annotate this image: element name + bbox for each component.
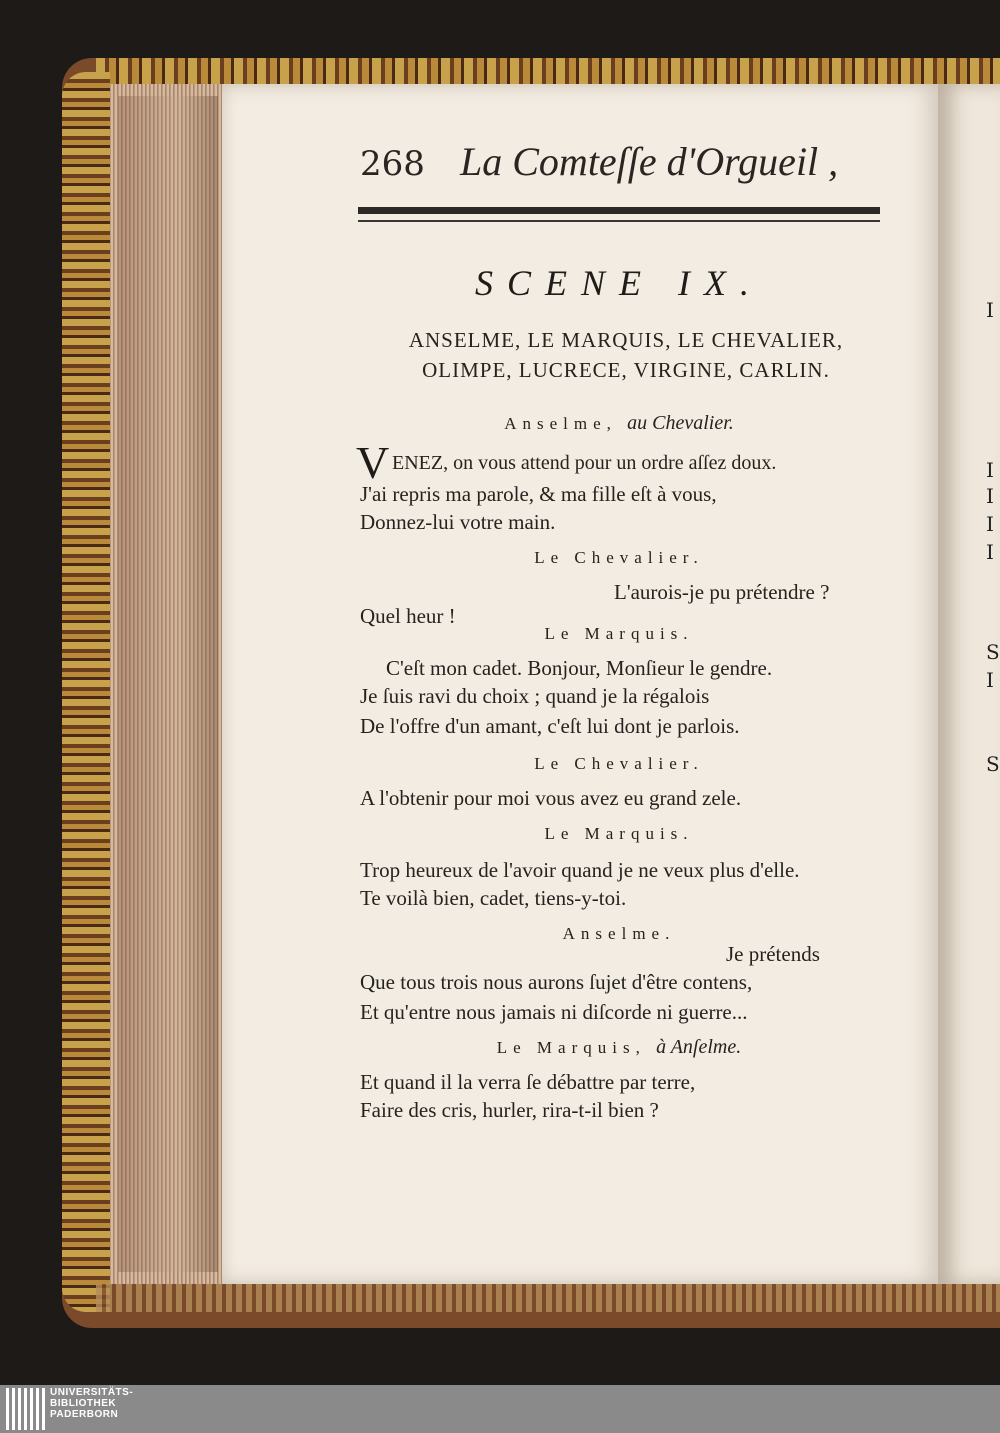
speaker-name: Le Chevalier. xyxy=(534,754,704,773)
right-margin-letter: S xyxy=(986,752,1000,776)
right-margin-letter: I xyxy=(986,298,994,322)
verse-line: Quel heur ! xyxy=(360,604,456,628)
footer-bar xyxy=(0,1385,1000,1433)
cast-line: OLIMPE, LUCRECE, VIRGINE, CARLIN. xyxy=(422,358,830,382)
verse-line: Trop heureux de l'avoir quand je ne veux plus d'elle. xyxy=(360,858,800,882)
speaker-name: Le Chevalier. xyxy=(534,548,704,567)
logo-line: BIBLIOTHEK xyxy=(50,1398,117,1409)
right-margin-letter: S xyxy=(986,640,1000,664)
verse-line: Que tous trois nous aurons ſujet d'être contens, xyxy=(360,970,753,994)
right-margin-letter: I xyxy=(986,512,994,536)
verse-line: De l'offre d'un amant, c'eſt lui dont je parlois. xyxy=(360,714,740,738)
gilt-spine-edge xyxy=(62,72,110,1312)
stage-direction: à Anſelme. xyxy=(656,1036,742,1058)
verse-line: A l'obtenir pour moi vous avez eu grand zele. xyxy=(360,786,742,810)
gilt-top-edge xyxy=(96,58,1000,86)
right-margin-letter: I xyxy=(986,540,994,564)
library-logo-icon xyxy=(6,1388,46,1430)
verse-line: Et quand il la verra ſe débattre par terre, xyxy=(360,1070,696,1094)
logo-line: UNIVERSITÄTS- xyxy=(50,1387,134,1398)
speaker-name: Le Marquis. xyxy=(544,824,694,843)
verse-line: Et qu'entre nous jamais ni diſcorde ni guerre... xyxy=(360,1000,748,1024)
speaker-heading xyxy=(358,924,880,944)
running-head xyxy=(360,138,880,188)
verse-line: Donnez-lui votre main. xyxy=(360,510,556,534)
drop-cap: V xyxy=(356,437,390,488)
speaker-heading xyxy=(358,412,880,435)
head-rule-thick xyxy=(358,207,880,214)
speaker-name: Le Marquis. xyxy=(544,624,694,643)
stage-direction: au Chevalier. xyxy=(627,412,734,434)
verse-line: C'eſt mon cadet. Bonjour, Monſieur le gendre. xyxy=(386,656,773,680)
cast-list xyxy=(358,325,894,385)
right-margin-letter: I xyxy=(986,458,994,482)
page-edges-shade xyxy=(118,96,218,1272)
verse-line: Te voilà bien, cadet, tiens-y-toi. xyxy=(360,886,627,910)
speaker-heading xyxy=(358,824,880,844)
speaker-name: Anselme, xyxy=(504,414,617,433)
scene-title: SCENE IX. xyxy=(475,263,763,303)
speaker-heading xyxy=(358,754,880,774)
head-rule-thin xyxy=(358,220,880,222)
bottom-edge xyxy=(96,1284,1000,1312)
running-title: La Comteſſe d'Orgueil , xyxy=(460,139,839,184)
verse-line: L'aurois-je pu prétendre ? xyxy=(614,580,830,604)
verse-line: J'ai repris ma parole, & ma fille eſt à vous, xyxy=(360,482,717,506)
verse-line: Je ſuis ravi du choix ; quand je la régalois xyxy=(360,684,710,708)
cast-line: ANSELME, LE MARQUIS, LE CHEVALIER, xyxy=(408,328,844,352)
verse-line: Je prétends xyxy=(726,942,820,966)
verse-line: Faire des cris, hurler, rira-t-il bien ? xyxy=(360,1098,659,1122)
speaker-name: Le Marquis, xyxy=(496,1038,646,1057)
logo-line: PADERBORN xyxy=(50,1409,119,1420)
speaker-heading xyxy=(358,624,880,644)
page-number: 268 xyxy=(360,144,425,184)
right-margin-letter: I xyxy=(986,484,994,508)
speaker-heading xyxy=(358,548,880,568)
speaker-heading xyxy=(358,1036,880,1059)
speaker-name: Anselme. xyxy=(562,924,676,943)
verse-line: ENEZ, on vous attend pour un ordre aſſez doux. xyxy=(392,452,777,474)
library-logo-text xyxy=(50,1387,133,1420)
right-margin-letter: I xyxy=(986,668,994,692)
